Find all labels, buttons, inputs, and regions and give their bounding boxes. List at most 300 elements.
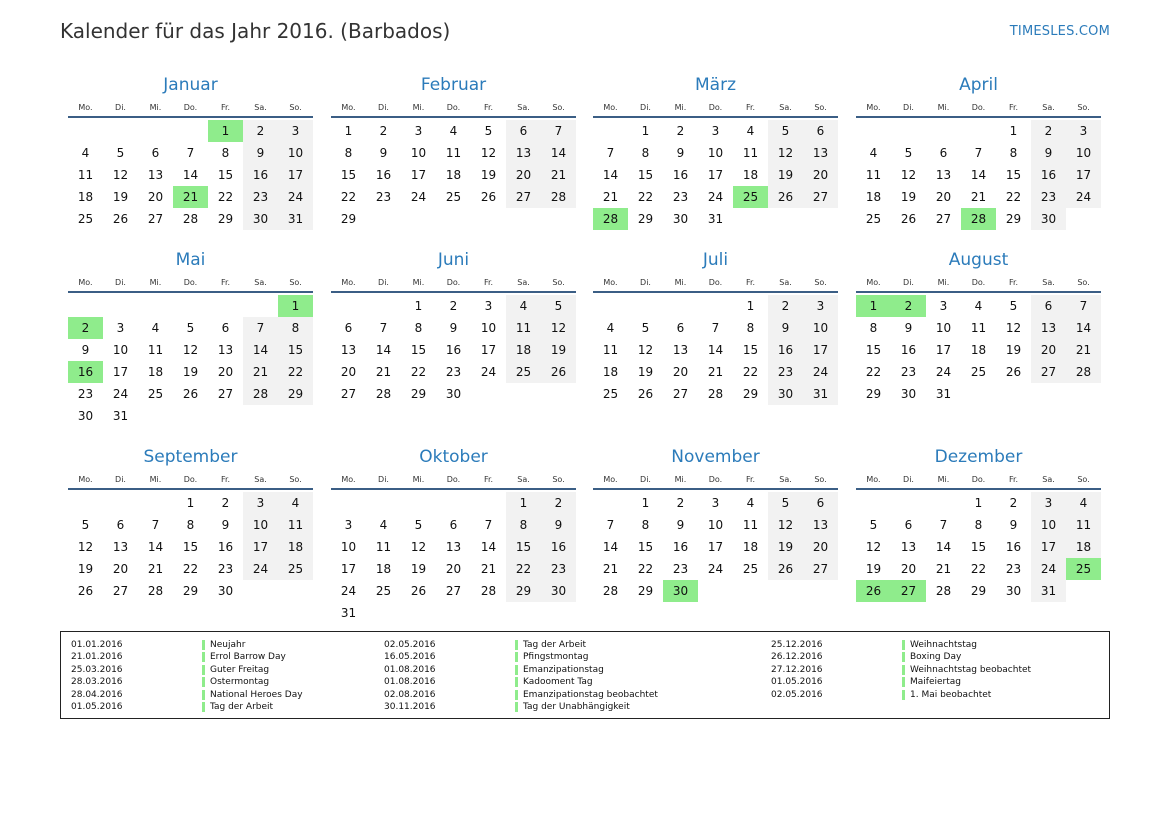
day-cell: 20 bbox=[112, 562, 129, 576]
holiday-date: 02.08.2016 bbox=[384, 689, 436, 700]
day-cell: 23 bbox=[77, 387, 94, 401]
empty-cell bbox=[593, 492, 628, 514]
legend-item bbox=[71, 701, 371, 713]
holiday-name: 1. Mai beobachtet bbox=[910, 689, 992, 700]
holiday-date: 25.03.2016 bbox=[71, 664, 123, 675]
holiday-marker bbox=[515, 652, 518, 662]
weekday-label: Di. bbox=[115, 278, 126, 287]
weekend-day-cell: 14 bbox=[243, 339, 278, 361]
weekend-day-cell: 10 bbox=[1066, 142, 1101, 164]
legend-item bbox=[771, 639, 1071, 651]
legend-item bbox=[71, 664, 371, 676]
day-cell: 19 bbox=[77, 562, 94, 576]
weekend-day-cell: 26 bbox=[768, 186, 803, 208]
weekend-day-cell: 17 bbox=[278, 164, 313, 186]
day-cell: 20 bbox=[672, 365, 689, 379]
day-cell: 26 bbox=[77, 584, 94, 598]
weekend-day-cell: 20 bbox=[1031, 339, 1066, 361]
month-april bbox=[856, 72, 1101, 230]
holiday-day-cell: 2 bbox=[68, 317, 103, 339]
weekend-day-cell: 25 bbox=[278, 558, 313, 580]
day-cell: 22 bbox=[742, 365, 759, 379]
holiday-marker bbox=[202, 640, 205, 650]
holiday-name: Neujahr bbox=[210, 640, 246, 650]
holiday-name: Boxing Day bbox=[910, 652, 962, 663]
day-cell: 29 bbox=[410, 387, 427, 401]
weekday-label: Mo. bbox=[866, 475, 881, 484]
weekday-label: Sa. bbox=[517, 475, 530, 484]
day-grid bbox=[856, 492, 1101, 602]
day-cell: 25 bbox=[970, 365, 987, 379]
weekday-header bbox=[593, 275, 838, 293]
weekday-label: Mi. bbox=[412, 278, 425, 287]
day-cell: 1 bbox=[746, 299, 755, 313]
weekday-label: Do. bbox=[446, 278, 461, 287]
day-cell: 12 bbox=[637, 343, 654, 357]
weekday-label: Sa. bbox=[779, 103, 792, 112]
day-cell: 16 bbox=[672, 168, 689, 182]
day-cell: 22 bbox=[182, 562, 199, 576]
weekend-day-cell: 12 bbox=[541, 317, 576, 339]
day-cell: 24 bbox=[112, 387, 129, 401]
month-februar bbox=[331, 72, 576, 230]
empty-cell bbox=[138, 120, 173, 142]
holiday-marker bbox=[902, 640, 905, 650]
month-name: Mai bbox=[175, 250, 206, 270]
holiday-day-cell: 1 bbox=[856, 295, 891, 317]
weekday-label: Di. bbox=[640, 103, 651, 112]
day-cell: 11 bbox=[865, 168, 882, 182]
holiday-day-cell: 25 bbox=[733, 186, 768, 208]
day-cell: 11 bbox=[147, 343, 164, 357]
holiday-day-cell: 1 bbox=[208, 120, 243, 142]
weekday-label: Mi. bbox=[674, 278, 687, 287]
weekend-day-cell: 6 bbox=[506, 120, 541, 142]
day-cell: 13 bbox=[935, 168, 952, 182]
day-cell: 8 bbox=[641, 146, 650, 160]
day-cell: 13 bbox=[217, 343, 234, 357]
weekend-day-cell: 15 bbox=[278, 339, 313, 361]
day-cell: 3 bbox=[344, 518, 353, 532]
weekday-label: Mo. bbox=[866, 103, 881, 112]
month-name: November bbox=[671, 447, 760, 467]
weekend-day-cell: 8 bbox=[278, 317, 313, 339]
day-grid bbox=[68, 492, 313, 602]
weekend-day-cell: 16 bbox=[541, 536, 576, 558]
day-cell: 18 bbox=[742, 168, 759, 182]
day-cell: 24 bbox=[707, 562, 724, 576]
weekday-label: Fr. bbox=[745, 475, 756, 484]
holiday-name: Pfingstmontag bbox=[523, 652, 589, 663]
holiday-date: 30.11.2016 bbox=[384, 701, 436, 712]
weekday-label: Mi. bbox=[937, 278, 950, 287]
day-cell: 21 bbox=[602, 562, 619, 576]
day-cell: 4 bbox=[746, 124, 755, 138]
weekday-label: Di. bbox=[378, 278, 389, 287]
day-cell: 17 bbox=[340, 562, 357, 576]
weekend-day-cell: 10 bbox=[1031, 514, 1066, 536]
weekday-label: Do. bbox=[708, 278, 723, 287]
day-cell: 12 bbox=[900, 168, 917, 182]
day-cell: 29 bbox=[865, 387, 882, 401]
weekend-day-cell: 29 bbox=[506, 580, 541, 602]
weekend-day-cell: 23 bbox=[541, 558, 576, 580]
day-cell: 8 bbox=[869, 321, 878, 335]
weekend-day-cell: 30 bbox=[768, 383, 803, 405]
weekend-day-cell: 18 bbox=[506, 339, 541, 361]
day-cell: 12 bbox=[182, 343, 199, 357]
weekday-label: Di. bbox=[378, 475, 389, 484]
holiday-marker bbox=[515, 665, 518, 675]
month-november bbox=[593, 444, 838, 602]
weekend-day-cell: 17 bbox=[1031, 536, 1066, 558]
weekday-label: Fr. bbox=[745, 278, 756, 287]
day-cell: 10 bbox=[340, 540, 357, 554]
holiday-date: 01.08.2016 bbox=[384, 664, 436, 675]
weekend-day-cell: 20 bbox=[803, 536, 838, 558]
holiday-marker bbox=[902, 677, 905, 687]
day-cell: 14 bbox=[970, 168, 987, 182]
legend-item bbox=[71, 651, 371, 663]
day-cell: 21 bbox=[970, 190, 987, 204]
day-cell: 18 bbox=[445, 168, 462, 182]
empty-cell bbox=[856, 120, 891, 142]
day-cell: 23 bbox=[217, 562, 234, 576]
weekday-label: Di. bbox=[640, 475, 651, 484]
day-cell: 8 bbox=[746, 321, 755, 335]
weekday-label: Sa. bbox=[1042, 278, 1055, 287]
day-cell: 23 bbox=[375, 190, 392, 204]
day-cell: 5 bbox=[904, 146, 913, 160]
weekend-day-cell: 21 bbox=[1066, 339, 1101, 361]
empty-cell bbox=[926, 120, 961, 142]
weekend-day-cell: 19 bbox=[541, 339, 576, 361]
day-cell: 19 bbox=[410, 562, 427, 576]
legend-item bbox=[771, 651, 1071, 663]
holiday-marker bbox=[202, 690, 205, 700]
empty-cell bbox=[961, 120, 996, 142]
weekday-header bbox=[856, 100, 1101, 118]
weekend-day-cell: 2 bbox=[768, 295, 803, 317]
holiday-day-cell: 28 bbox=[593, 208, 628, 230]
weekend-day-cell: 15 bbox=[506, 536, 541, 558]
day-cell: 27 bbox=[112, 584, 129, 598]
month-name: Dezember bbox=[934, 447, 1023, 467]
legend-column bbox=[71, 639, 371, 713]
weekday-label: Do. bbox=[971, 278, 986, 287]
weekday-label: So. bbox=[289, 103, 302, 112]
day-cell: 11 bbox=[970, 321, 987, 335]
day-cell: 19 bbox=[637, 365, 654, 379]
holiday-day-cell: 21 bbox=[173, 186, 208, 208]
weekend-day-cell: 18 bbox=[1066, 536, 1101, 558]
weekend-day-cell: 16 bbox=[1031, 164, 1066, 186]
legend-item bbox=[384, 664, 684, 676]
day-cell: 28 bbox=[707, 387, 724, 401]
holiday-marker bbox=[515, 677, 518, 687]
day-cell: 7 bbox=[974, 146, 983, 160]
empty-cell bbox=[366, 492, 401, 514]
weekend-day-cell: 26 bbox=[768, 558, 803, 580]
day-cell: 30 bbox=[900, 387, 917, 401]
day-cell: 9 bbox=[1009, 518, 1018, 532]
weekend-day-cell: 7 bbox=[243, 317, 278, 339]
day-cell: 3 bbox=[711, 496, 720, 510]
day-cell: 15 bbox=[410, 343, 427, 357]
holiday-name: Tag der Unabhängigkeit bbox=[523, 701, 630, 712]
day-cell: 21 bbox=[935, 562, 952, 576]
weekday-label: Fr. bbox=[1008, 103, 1019, 112]
weekday-label: Di. bbox=[115, 475, 126, 484]
day-cell: 20 bbox=[900, 562, 917, 576]
legend-item bbox=[384, 651, 684, 663]
day-cell: 24 bbox=[410, 190, 427, 204]
day-cell: 30 bbox=[217, 584, 234, 598]
holiday-marker bbox=[515, 690, 518, 700]
day-cell: 24 bbox=[480, 365, 497, 379]
day-cell: 9 bbox=[221, 518, 230, 532]
weekend-day-cell: 23 bbox=[768, 361, 803, 383]
weekend-day-cell: 12 bbox=[768, 514, 803, 536]
weekday-label: Sa. bbox=[779, 278, 792, 287]
day-cell: 29 bbox=[970, 584, 987, 598]
weekday-label: Do. bbox=[183, 278, 198, 287]
day-grid bbox=[856, 295, 1101, 405]
day-cell: 24 bbox=[935, 365, 952, 379]
holiday-day-cell: 2 bbox=[891, 295, 926, 317]
weekend-day-cell: 22 bbox=[506, 558, 541, 580]
weekend-day-cell: 4 bbox=[1066, 492, 1101, 514]
day-cell: 10 bbox=[935, 321, 952, 335]
weekend-day-cell: 26 bbox=[541, 361, 576, 383]
day-grid bbox=[331, 120, 576, 230]
weekday-label: Do. bbox=[971, 103, 986, 112]
holiday-date: 25.12.2016 bbox=[771, 640, 823, 650]
day-cell: 13 bbox=[900, 540, 917, 554]
day-cell: 11 bbox=[602, 343, 619, 357]
day-cell: 2 bbox=[1009, 496, 1018, 510]
day-cell: 23 bbox=[900, 365, 917, 379]
weekday-label: Do. bbox=[708, 103, 723, 112]
day-cell: 6 bbox=[939, 146, 948, 160]
month-september bbox=[68, 444, 313, 602]
day-cell: 17 bbox=[707, 540, 724, 554]
weekend-day-cell: 23 bbox=[243, 186, 278, 208]
day-cell: 15 bbox=[637, 540, 654, 554]
day-grid bbox=[593, 492, 838, 602]
day-cell: 18 bbox=[147, 365, 164, 379]
weekday-label: Do. bbox=[446, 103, 461, 112]
weekend-day-cell: 9 bbox=[541, 514, 576, 536]
weekday-label: Sa. bbox=[1042, 103, 1055, 112]
day-cell: 19 bbox=[1005, 343, 1022, 357]
weekday-label: Mi. bbox=[149, 103, 162, 112]
holiday-date: 26.12.2016 bbox=[771, 652, 823, 663]
weekend-day-cell: 13 bbox=[506, 142, 541, 164]
day-cell: 7 bbox=[151, 518, 160, 532]
month-name: Februar bbox=[420, 75, 487, 95]
day-cell: 16 bbox=[375, 168, 392, 182]
month-mai bbox=[68, 247, 313, 427]
day-cell: 18 bbox=[970, 343, 987, 357]
weekday-header bbox=[331, 275, 576, 293]
weekend-day-cell: 7 bbox=[541, 120, 576, 142]
day-cell: 5 bbox=[1009, 299, 1018, 313]
day-cell: 16 bbox=[672, 540, 689, 554]
empty-cell bbox=[628, 295, 663, 317]
empty-cell bbox=[243, 295, 278, 317]
month-oktober bbox=[331, 444, 576, 624]
day-cell: 22 bbox=[637, 190, 654, 204]
holiday-date: 27.12.2016 bbox=[771, 664, 823, 675]
day-cell: 8 bbox=[344, 146, 353, 160]
brand-link[interactable]: TIMESLES.COM bbox=[1009, 24, 1110, 39]
day-cell: 14 bbox=[147, 540, 164, 554]
day-cell: 29 bbox=[742, 387, 759, 401]
day-cell: 27 bbox=[217, 387, 234, 401]
weekday-label: Mo. bbox=[603, 103, 618, 112]
weekday-label: Mi. bbox=[149, 278, 162, 287]
legend-item bbox=[384, 676, 684, 688]
day-cell: 27 bbox=[445, 584, 462, 598]
weekend-day-cell: 10 bbox=[243, 514, 278, 536]
day-cell: 27 bbox=[672, 387, 689, 401]
day-cell: 19 bbox=[900, 190, 917, 204]
day-cell: 7 bbox=[379, 321, 388, 335]
weekday-label: Sa. bbox=[254, 103, 267, 112]
day-cell: 29 bbox=[1005, 212, 1022, 226]
day-cell: 1 bbox=[641, 124, 650, 138]
weekend-day-cell: 30 bbox=[1031, 208, 1066, 230]
holiday-day-cell: 26 bbox=[856, 580, 891, 602]
holiday-marker bbox=[515, 702, 518, 712]
legend-item bbox=[771, 664, 1071, 676]
weekend-day-cell: 4 bbox=[278, 492, 313, 514]
weekday-label: So. bbox=[552, 475, 565, 484]
weekend-day-cell: 21 bbox=[541, 164, 576, 186]
weekday-label: Fr. bbox=[220, 475, 231, 484]
empty-cell bbox=[103, 492, 138, 514]
day-cell: 5 bbox=[869, 518, 878, 532]
day-cell: 31 bbox=[340, 606, 357, 620]
holiday-date: 01.05.2016 bbox=[71, 701, 123, 712]
day-cell: 22 bbox=[1005, 190, 1022, 204]
day-cell: 10 bbox=[410, 146, 427, 160]
day-grid bbox=[593, 295, 838, 405]
month-juni bbox=[331, 247, 576, 405]
weekend-day-cell: 11 bbox=[1066, 514, 1101, 536]
day-cell: 19 bbox=[182, 365, 199, 379]
day-cell: 7 bbox=[186, 146, 195, 160]
day-cell: 3 bbox=[484, 299, 493, 313]
day-cell: 17 bbox=[935, 343, 952, 357]
day-cell: 2 bbox=[676, 124, 685, 138]
empty-cell bbox=[401, 492, 436, 514]
legend-item bbox=[771, 676, 1071, 688]
empty-cell bbox=[208, 295, 243, 317]
weekend-day-cell: 3 bbox=[1066, 120, 1101, 142]
weekday-label: Mo. bbox=[78, 475, 93, 484]
weekend-day-cell: 16 bbox=[768, 339, 803, 361]
weekday-label: Sa. bbox=[779, 475, 792, 484]
holiday-name: Weihnachtstag bbox=[910, 640, 977, 650]
holiday-date: 01.01.2016 bbox=[71, 640, 123, 650]
holiday-day-cell: 25 bbox=[1066, 558, 1101, 580]
legend-item bbox=[771, 689, 1071, 701]
weekend-day-cell: 13 bbox=[803, 514, 838, 536]
day-cell: 15 bbox=[340, 168, 357, 182]
weekday-header bbox=[593, 100, 838, 118]
day-cell: 14 bbox=[375, 343, 392, 357]
day-cell: 17 bbox=[410, 168, 427, 182]
weekday-label: Mi. bbox=[412, 103, 425, 112]
day-cell: 14 bbox=[182, 168, 199, 182]
empty-cell bbox=[331, 492, 366, 514]
weekday-label: Mo. bbox=[78, 278, 93, 287]
day-cell: 13 bbox=[672, 343, 689, 357]
weekend-day-cell: 5 bbox=[768, 492, 803, 514]
weekend-day-cell: 9 bbox=[243, 142, 278, 164]
empty-cell bbox=[173, 120, 208, 142]
weekday-label: So. bbox=[289, 278, 302, 287]
day-cell: 6 bbox=[449, 518, 458, 532]
month-name: Juli bbox=[702, 250, 729, 270]
day-cell: 4 bbox=[151, 321, 160, 335]
weekday-header bbox=[856, 275, 1101, 293]
weekday-label: Mo. bbox=[603, 475, 618, 484]
day-cell: 25 bbox=[147, 387, 164, 401]
empty-cell bbox=[663, 295, 698, 317]
day-cell: 18 bbox=[375, 562, 392, 576]
day-cell: 30 bbox=[1005, 584, 1022, 598]
day-cell: 25 bbox=[742, 562, 759, 576]
day-cell: 4 bbox=[81, 146, 90, 160]
day-cell: 5 bbox=[81, 518, 90, 532]
weekend-day-cell: 14 bbox=[541, 142, 576, 164]
day-cell: 1 bbox=[1009, 124, 1018, 138]
day-cell: 7 bbox=[484, 518, 493, 532]
weekend-day-cell: 17 bbox=[1066, 164, 1101, 186]
weekday-label: Mo. bbox=[78, 103, 93, 112]
holiday-name: Emanzipationstag bbox=[523, 664, 604, 675]
weekend-day-cell: 27 bbox=[803, 186, 838, 208]
day-cell: 4 bbox=[449, 124, 458, 138]
weekday-label: Sa. bbox=[254, 278, 267, 287]
legend-item bbox=[384, 701, 684, 713]
weekend-day-cell: 17 bbox=[803, 339, 838, 361]
day-cell: 7 bbox=[711, 321, 720, 335]
holiday-day-cell: 27 bbox=[891, 580, 926, 602]
day-cell: 5 bbox=[414, 518, 423, 532]
weekday-label: Mi. bbox=[674, 103, 687, 112]
holiday-name: Tag der Arbeit bbox=[523, 640, 587, 650]
weekend-day-cell: 20 bbox=[803, 164, 838, 186]
day-cell: 12 bbox=[77, 540, 94, 554]
weekend-day-cell: 28 bbox=[243, 383, 278, 405]
day-cell: 10 bbox=[707, 518, 724, 532]
legend-item bbox=[71, 689, 371, 701]
day-cell: 27 bbox=[340, 387, 357, 401]
weekend-day-cell: 18 bbox=[278, 536, 313, 558]
day-cell: 10 bbox=[707, 146, 724, 160]
holiday-marker bbox=[902, 690, 905, 700]
day-cell: 30 bbox=[672, 212, 689, 226]
day-cell: 2 bbox=[379, 124, 388, 138]
weekday-label: Mi. bbox=[937, 103, 950, 112]
holiday-name: National Heroes Day bbox=[210, 689, 303, 700]
day-cell: 25 bbox=[865, 212, 882, 226]
weekend-day-cell: 28 bbox=[541, 186, 576, 208]
